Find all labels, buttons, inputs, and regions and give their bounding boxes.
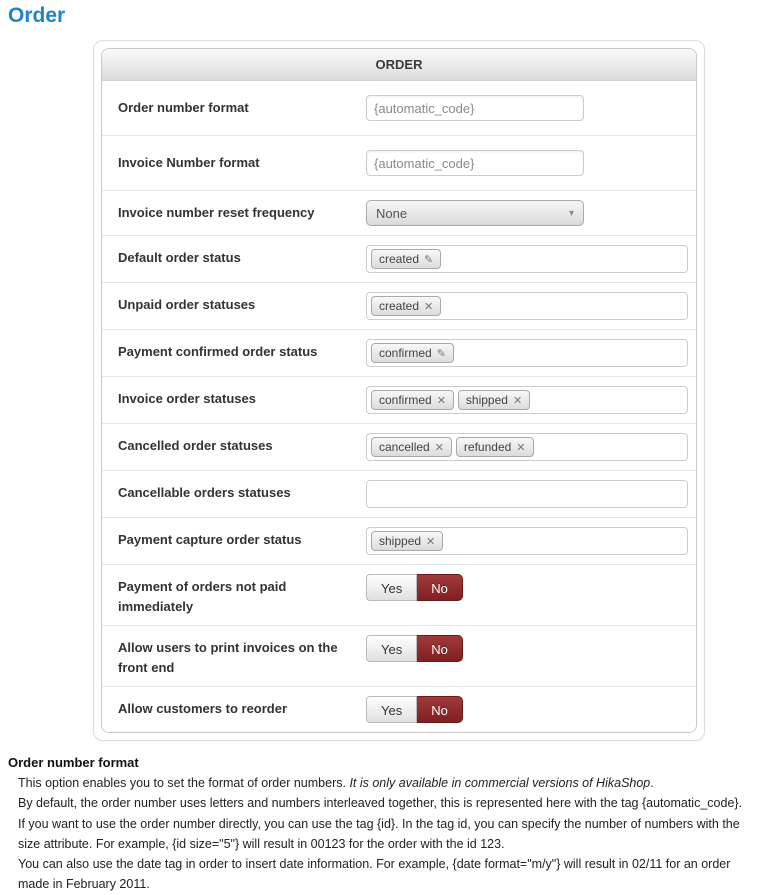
setting-label-default-order-status: Default order status (118, 250, 241, 265)
edit-pencil-icon[interactable]: ✎ (424, 254, 434, 266)
setting-row-cancelled-order-statuses (102, 423, 696, 470)
setting-control-unpaid-order-statuses (366, 292, 688, 320)
status-tag-label: shipped (465, 393, 508, 407)
setting-control-allow-customers-to-reorder (366, 696, 688, 723)
setting-label-unpaid-order-statuses: Unpaid order statuses (118, 297, 256, 312)
remove-x-icon[interactable]: ✕ (516, 442, 526, 454)
help-paragraph: This option enables you to set the format of order numbers. It is only available in commercial versions of HikaShop. (18, 776, 654, 790)
payment-of-orders-not-paid-immediately-yes-button[interactable]: Yes (366, 574, 417, 601)
setting-control-invoice-number-format (366, 150, 688, 176)
edit-pencil-icon[interactable]: ✎ (436, 348, 446, 360)
invoice-number-reset-frequency-select[interactable] (366, 200, 584, 226)
remove-x-icon[interactable]: ✕ (426, 536, 436, 548)
allow-customers-to-reorder-yes-button[interactable]: Yes (366, 696, 417, 723)
help-paragraphs (8, 773, 765, 895)
help-heading: Order number format (8, 755, 139, 770)
default-order-status-namebox[interactable] (366, 245, 688, 273)
setting-control-payment-capture-order-status (366, 527, 688, 555)
setting-label-allow-customers-to-reorder: Allow customers to reorder (118, 701, 288, 716)
status-tag-label: confirmed (379, 346, 432, 360)
status-tag-created[interactable] (371, 249, 441, 269)
setting-label-order-number-format: Order number format (118, 100, 249, 115)
setting-row-default-order-status (102, 235, 696, 282)
payment-confirmed-order-status-namebox[interactable] (366, 339, 688, 367)
page-title: Order (8, 4, 66, 27)
remove-x-icon[interactable]: ✕ (434, 442, 444, 454)
setting-label-invoice-number-reset-frequency: Invoice number reset frequency (118, 205, 315, 220)
order-settings-panel (93, 40, 705, 741)
setting-label-payment-capture-order-status: Payment capture order status (118, 532, 302, 547)
setting-label-cancelled-order-statuses: Cancelled order statuses (118, 438, 273, 453)
setting-control-payment-of-orders-not-paid-immediately (366, 574, 688, 601)
chevron-down-icon: ▾ (568, 207, 574, 219)
remove-x-icon[interactable]: ✕ (424, 301, 434, 313)
invoice-order-statuses-namebox[interactable] (366, 386, 688, 414)
remove-x-icon[interactable]: ✕ (436, 395, 446, 407)
status-tag-refunded[interactable] (456, 437, 534, 457)
allow-customers-to-reorder-no-button[interactable]: No (417, 696, 463, 723)
setting-label-invoice-order-statuses: Invoice order statuses (118, 391, 256, 406)
setting-control-payment-confirmed-order-status (366, 339, 688, 367)
status-tag-label: created (379, 299, 420, 313)
status-tag-shipped[interactable] (458, 390, 530, 410)
setting-row-allow-customers-to-reorder (102, 686, 696, 732)
status-tag-label: confirmed (379, 393, 432, 407)
panel-header: ORDER (102, 49, 696, 81)
allow-users-to-print-invoices-on-the-front-end-no-button[interactable]: No (417, 635, 463, 662)
setting-control-cancellable-orders-statuses (366, 480, 688, 508)
help-paragraph: You can also use the date tag in order to insert date information. For example, {date format="m/y"} will result in 02/11 for an order made in February 2011. (18, 857, 731, 892)
status-tag-confirmed[interactable] (371, 343, 454, 363)
status-tag-cancelled[interactable] (371, 437, 452, 457)
setting-label-cancellable-orders-statuses: Cancellable orders statuses (118, 485, 291, 500)
help-paragraph: If you want to use the order number directly, you can use the tag {id}. In the tag id, you can specify the number of numbers with the size attribute. For example, {id size="5"} will result in 00123 for the order with the id 123. (18, 816, 740, 851)
help-paragraph: By default, the order number uses letters and numbers interleaved together, this is represented here with the tag {automatic_code}. (18, 796, 743, 811)
payment-of-orders-not-paid-immediately-no-button[interactable]: No (417, 574, 463, 601)
setting-row-payment-capture-order-status (102, 517, 696, 564)
invoice-number-format-input[interactable] (366, 150, 584, 176)
setting-control-default-order-status (366, 245, 688, 273)
status-tag-created[interactable] (371, 296, 441, 316)
unpaid-order-statuses-namebox[interactable] (366, 292, 688, 320)
settings-rows (102, 81, 696, 732)
status-tag-label: created (379, 252, 420, 266)
setting-row-payment-of-orders-not-paid-immediately (102, 564, 696, 625)
status-tag-shipped[interactable] (371, 531, 443, 551)
setting-row-invoice-order-statuses (102, 376, 696, 423)
status-tag-label: shipped (379, 534, 422, 548)
cancelled-order-statuses-namebox[interactable] (366, 433, 688, 461)
cancellable-orders-statuses-namebox[interactable] (366, 480, 688, 508)
allow-users-to-print-invoices-on-the-front-end-toggle (366, 635, 463, 662)
setting-label-invoice-number-format: Invoice Number format (118, 155, 260, 170)
setting-row-unpaid-order-statuses (102, 282, 696, 329)
order-settings-fieldset (101, 48, 697, 733)
invoice-number-reset-frequency-selected-value: None (376, 205, 408, 221)
setting-label-allow-users-to-print-invoices-on-the-front-end: Allow users to print invoices on the front end (118, 640, 338, 675)
order-number-format-input[interactable] (366, 95, 584, 121)
remove-x-icon[interactable]: ✕ (512, 395, 523, 407)
setting-control-invoice-order-statuses (366, 386, 688, 414)
payment-capture-order-status-namebox[interactable] (366, 527, 688, 555)
setting-row-invoice-number-format (102, 135, 696, 190)
setting-row-order-number-format (102, 81, 696, 135)
status-tag-label: refunded (463, 440, 512, 454)
setting-control-allow-users-to-print-invoices-on-the-front-end (366, 635, 688, 662)
setting-row-allow-users-to-print-invoices-on-the-front-end (102, 625, 696, 686)
status-tag-confirmed[interactable] (371, 390, 454, 410)
setting-row-invoice-number-reset-frequency (102, 190, 696, 235)
setting-label-payment-confirmed-order-status: Payment confirmed order status (118, 344, 318, 359)
setting-row-cancellable-orders-statuses (102, 470, 696, 517)
setting-control-order-number-format (366, 95, 688, 121)
setting-control-cancelled-order-statuses (366, 433, 688, 461)
setting-control-invoice-number-reset-frequency (366, 200, 688, 226)
allow-users-to-print-invoices-on-the-front-end-yes-button[interactable]: Yes (366, 635, 417, 662)
allow-customers-to-reorder-toggle (366, 696, 463, 723)
help-section (8, 755, 765, 895)
status-tag-label: cancelled (379, 440, 430, 454)
payment-of-orders-not-paid-immediately-toggle (366, 574, 463, 601)
setting-label-payment-of-orders-not-paid-immediately: Payment of orders not paid immediately (118, 579, 287, 614)
setting-row-payment-confirmed-order-status (102, 329, 696, 376)
